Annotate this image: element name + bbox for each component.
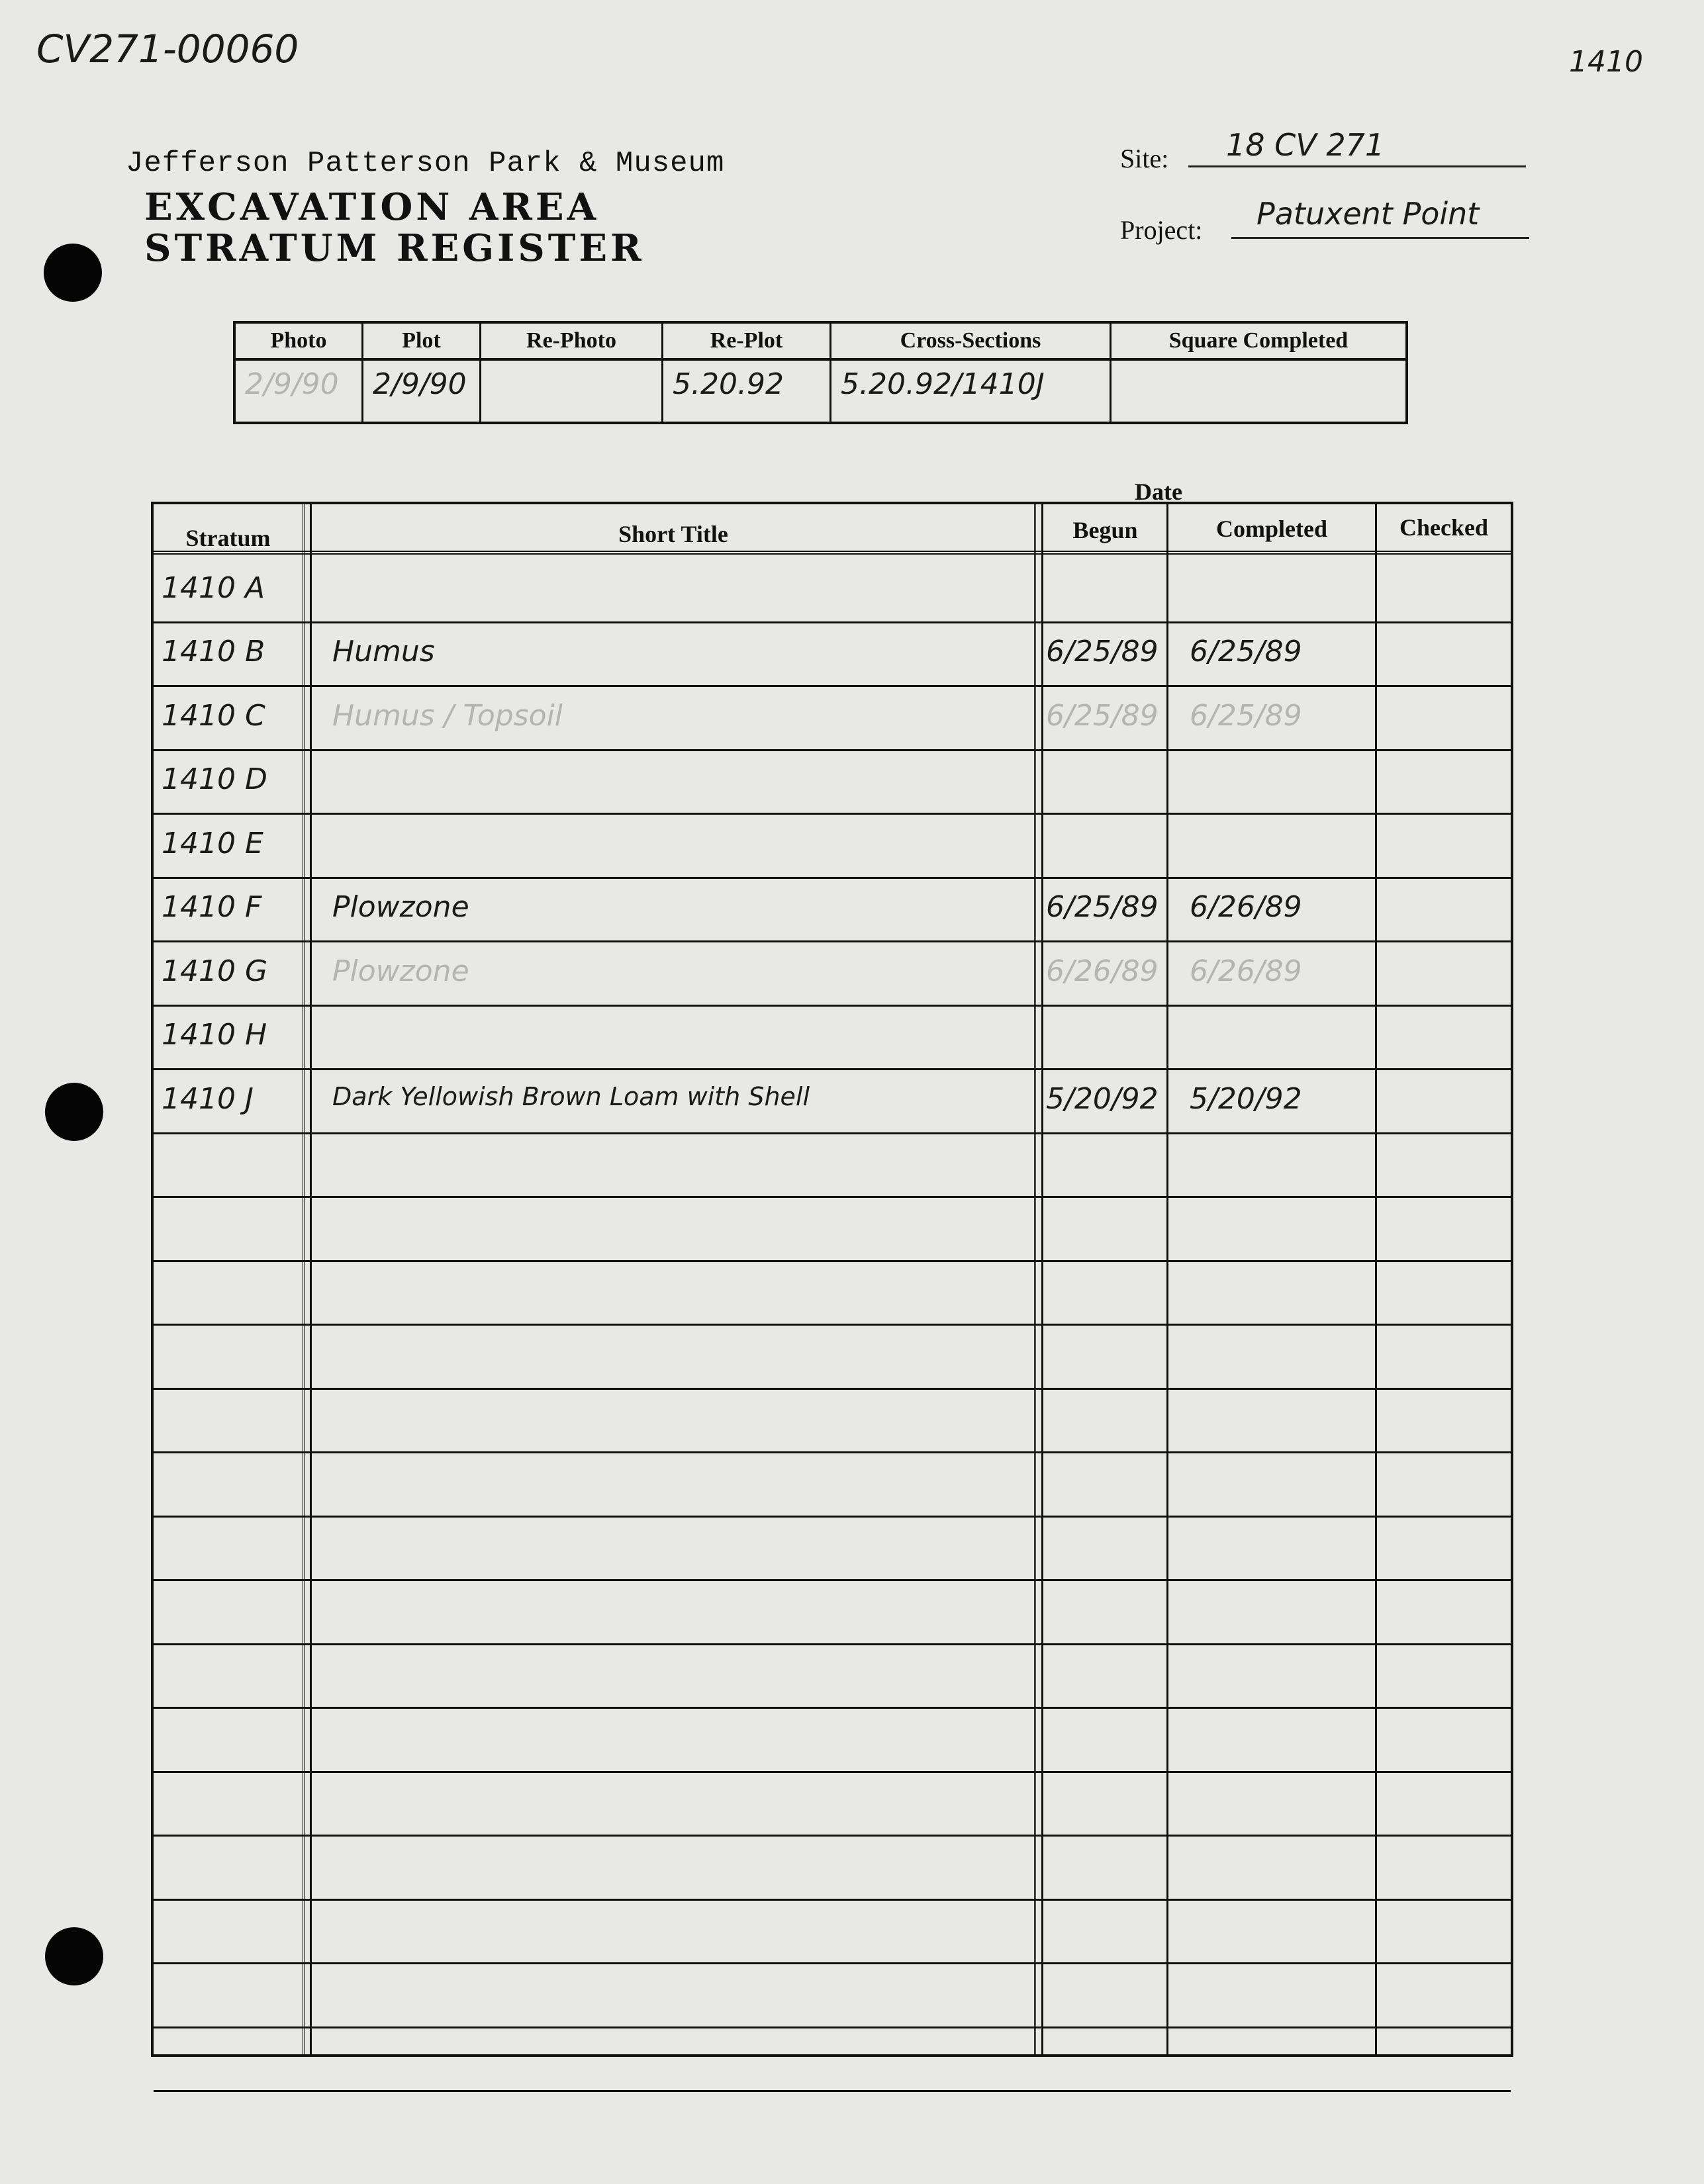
form-title-line1: EXCAVATION AREA: [144, 185, 600, 229]
row-divider: [154, 1771, 1511, 1773]
stratum-cell[interactable]: 1410 B: [162, 635, 265, 668]
begun-date-cell[interactable]: 6/25/89: [1046, 635, 1159, 668]
header-begun: Begun: [1072, 517, 1138, 543]
row-divider: [154, 1005, 1511, 1007]
stratum-cell[interactable]: 1410 D: [162, 762, 267, 796]
form-title-line2: STRATUM REGISTER: [144, 226, 645, 270]
col-divider-begun: [1166, 504, 1168, 2054]
row-divider: [154, 1899, 1511, 1901]
header-short-title: Short Title: [618, 521, 728, 547]
header-completed: Completed: [1216, 516, 1327, 542]
row-divider: [154, 940, 1511, 942]
organization-name: Jefferson Patterson Park & Museum: [126, 147, 725, 180]
record-table: [233, 321, 1408, 424]
stratum-cell[interactable]: 1410 A: [162, 570, 265, 605]
reference-code: CV271-00060: [36, 26, 299, 71]
col-divider-title: [1034, 504, 1043, 2054]
header-stratum: Stratum: [185, 525, 271, 551]
row-divider: [154, 1196, 1511, 1198]
site-label: Site:: [1120, 144, 1169, 173]
record-header-replot: Re-Plot: [663, 324, 829, 361]
begun-date-cell[interactable]: 6/25/89: [1046, 890, 1159, 924]
row-divider: [154, 1643, 1511, 1645]
row-divider: [154, 685, 1511, 687]
row-divider: [154, 877, 1511, 879]
stratum-cell[interactable]: 1410 C: [162, 698, 265, 733]
begun-date-cell[interactable]: 6/26/89: [1046, 954, 1159, 988]
row-divider: [154, 1962, 1511, 1964]
project-label: Project:: [1120, 215, 1203, 245]
row-divider: [154, 749, 1511, 751]
header-checked: Checked: [1399, 514, 1488, 541]
record-value-photo[interactable]: 2/9/90: [245, 367, 339, 401]
col-divider-completed: [1375, 504, 1377, 2054]
stratum-cell[interactable]: 1410 E: [162, 826, 263, 860]
row-divider: [154, 813, 1511, 815]
record-value-replot[interactable]: 5.20.92: [673, 367, 784, 401]
site-value[interactable]: 18 CV 271: [1226, 127, 1385, 163]
record-col-cross-sections: [831, 324, 1112, 422]
begun-date-cell[interactable]: 6/25/89: [1046, 698, 1159, 733]
completed-date-cell[interactable]: 5/20/92: [1190, 1081, 1302, 1116]
row-divider: [154, 2026, 1511, 2028]
row-divider: [154, 1260, 1511, 1262]
short-title-cell[interactable]: Plowzone: [332, 890, 469, 924]
record-value-cross-sections[interactable]: 5.20.92/1410J: [841, 367, 1045, 401]
record-header-cross-sections: Cross-Sections: [831, 324, 1110, 361]
row-divider: [154, 1132, 1511, 1134]
completed-date-cell[interactable]: 6/26/89: [1190, 954, 1302, 988]
square-number: 1410: [1569, 45, 1643, 79]
punch-hole-top: [44, 244, 102, 302]
row-divider: [154, 1516, 1511, 1518]
begun-date-cell[interactable]: 5/20/92: [1046, 1081, 1159, 1116]
project-value[interactable]: Patuxent Point: [1256, 196, 1480, 232]
col-divider-stratum: [303, 504, 312, 2054]
short-title-cell[interactable]: Dark Yellowish Brown Loam with Shell: [332, 1081, 810, 1111]
site-underline: [1188, 165, 1526, 167]
project-underline: [1231, 237, 1529, 239]
row-divider: [154, 1579, 1511, 1581]
record-header-plot: Plot: [363, 324, 479, 361]
record-header-photo: Photo: [236, 324, 361, 361]
row-divider: [154, 1707, 1511, 1709]
record-col-plot: [363, 324, 481, 422]
row-divider: [154, 1835, 1511, 1837]
row-divider: [154, 621, 1511, 623]
completed-date-cell[interactable]: 6/26/89: [1190, 890, 1302, 924]
stratum-cell[interactable]: 1410 F: [162, 890, 262, 924]
record-col-square-completed: [1112, 324, 1405, 422]
completed-date-cell[interactable]: 6/25/89: [1190, 698, 1302, 733]
header-divider: [154, 551, 1511, 555]
row-divider: [154, 2090, 1511, 2092]
record-col-rephoto: [481, 324, 663, 422]
stratum-cell[interactable]: 1410 H: [162, 1018, 267, 1052]
stratum-cell[interactable]: 1410 J: [162, 1081, 254, 1116]
stratum-cell[interactable]: 1410 G: [162, 954, 268, 988]
row-divider: [154, 1324, 1511, 1326]
record-value-plot[interactable]: 2/9/90: [373, 367, 467, 401]
row-divider: [154, 1451, 1511, 1453]
record-col-replot: [663, 324, 831, 422]
punch-hole-middle: [45, 1083, 103, 1141]
record-header-rephoto: Re-Photo: [481, 324, 661, 361]
stratum-register-table: [151, 502, 1513, 2057]
short-title-cell[interactable]: Humus: [332, 635, 435, 668]
short-title-cell[interactable]: Humus / Topsoil: [332, 698, 563, 733]
row-divider: [154, 1068, 1511, 1070]
record-header-square-completed: Square Completed: [1112, 324, 1405, 361]
date-group-header: Date: [1135, 478, 1182, 505]
punch-hole-bottom: [45, 1927, 103, 1985]
completed-date-cell[interactable]: 6/25/89: [1190, 635, 1302, 668]
record-col-photo: [236, 324, 363, 422]
row-divider: [154, 1388, 1511, 1390]
short-title-cell[interactable]: Plowzone: [332, 954, 469, 988]
